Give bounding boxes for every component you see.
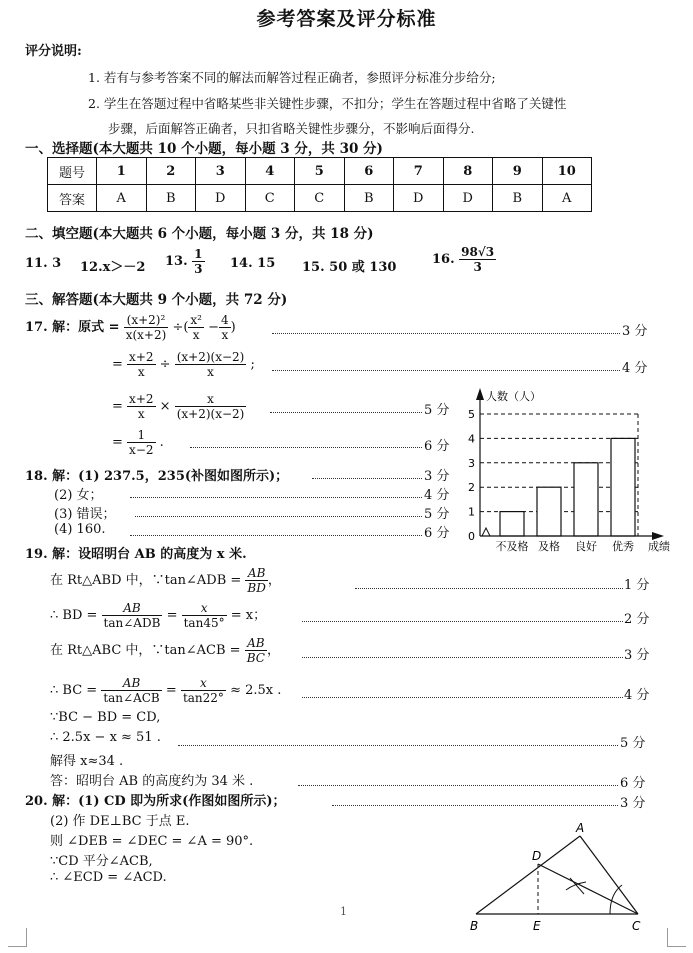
q19-line-5: ∵BC − BD = CD, bbox=[50, 710, 161, 725]
q18-line-4: (4) 160. bbox=[54, 522, 106, 537]
q19-line-0: 19. 解：设昭明台 AB 的高度为 x 米. bbox=[25, 547, 247, 562]
q-number: 7 bbox=[394, 158, 444, 185]
dot-leader bbox=[302, 657, 623, 658]
answer-cell: D bbox=[196, 185, 246, 212]
q20-line-2: (2) 作 DE⊥BC 于点 E. bbox=[50, 814, 190, 829]
label-B: B bbox=[470, 919, 479, 933]
answer-cell: B bbox=[344, 185, 394, 212]
dot-leader bbox=[312, 478, 422, 479]
chart-ylabel: 人数（人） bbox=[486, 390, 541, 403]
answer-cell: C bbox=[295, 185, 345, 212]
answer-cell: C bbox=[245, 185, 295, 212]
q19-score-5: 5 分 bbox=[620, 736, 646, 751]
dot-leader bbox=[130, 535, 422, 536]
category-label: 不及格 bbox=[495, 540, 529, 553]
row-label-q: 题号 bbox=[48, 158, 97, 185]
notes-heading: 评分说明: bbox=[25, 44, 82, 59]
q19-line-8: 答：昭明台 AB 的高度约为 34 米 . bbox=[50, 774, 254, 789]
dot-leader bbox=[298, 785, 618, 786]
q20-line-1: 20. 解：(1) CD 即为所求(作图如图所示)； bbox=[25, 794, 286, 809]
q18-line-1: 18. 解：(1) 237.5，235(补图如图所示)； bbox=[25, 469, 289, 484]
q-number: 9 bbox=[493, 158, 543, 185]
label-D: D bbox=[532, 849, 542, 863]
answer-13: 13. $\frac{1}{3}$ bbox=[165, 247, 203, 276]
dot-leader bbox=[332, 805, 618, 806]
q19-score-4: 4 分 bbox=[624, 688, 650, 703]
q20-line-5: ∴ ∠ECD = ∠ACD. bbox=[50, 870, 167, 885]
q17-line-2: = $\frac{x+2}{x}$ ÷ $\frac{(x+2)(x-2)}{x}$ ; bbox=[112, 350, 255, 379]
answer-14: 14. 15 bbox=[230, 256, 276, 271]
y-tick-label: 1 bbox=[468, 505, 475, 519]
note-item-2a: 2. 学生在答题过程中省略某些非关键性步骤，不扣分；学生在答题过程中省略了关键性 bbox=[88, 96, 567, 111]
page-title: 参考答案及评分标准 bbox=[256, 8, 437, 30]
axis-break bbox=[482, 528, 490, 536]
q17-line-4: = $\frac{1}{x-2}$ . bbox=[112, 428, 164, 457]
answer-16: 16. $\frac{98√3}{3}$ bbox=[432, 245, 495, 274]
q-number: 2 bbox=[146, 158, 196, 185]
dot-leader bbox=[190, 447, 422, 448]
q-number: 5 bbox=[295, 158, 345, 185]
answer-11: 11. 3 bbox=[25, 256, 62, 271]
q17-score-4: 6 分 bbox=[424, 439, 450, 454]
y-tick-label: 4 bbox=[468, 432, 475, 446]
table-row-answers bbox=[48, 185, 592, 212]
q19-score-2: 2 分 bbox=[624, 612, 650, 627]
bar-3 bbox=[574, 463, 598, 536]
q18-score-3: 5 分 bbox=[424, 507, 450, 522]
dot-leader bbox=[135, 516, 422, 517]
q17-score-3: 5 分 bbox=[424, 403, 450, 418]
q17-line-1: 17. 解：原式 = $\frac{\text{(x+2)²}}{x(x+2)}$ ÷( $\frac{\text{x²}}{x}$ − $\frac{4}{x}$ ) bbox=[25, 313, 236, 342]
crop-mark bbox=[8, 928, 27, 947]
x-axis-arrow bbox=[652, 532, 664, 540]
answer-table bbox=[47, 157, 592, 212]
q20-line-4: ∵CD 平分∠ACB, bbox=[50, 854, 153, 869]
dot-leader bbox=[272, 370, 620, 371]
triangle-figure bbox=[462, 820, 658, 936]
label-E: E bbox=[533, 919, 541, 933]
answer-cell: D bbox=[443, 185, 493, 212]
note-item-1: 1. 若有与参考答案不同的解法而解答过程正确者，参照评分标准分步给分; bbox=[88, 70, 496, 85]
dot-leader bbox=[302, 697, 623, 698]
y-tick-label: 0 bbox=[468, 530, 475, 543]
label-A: A bbox=[576, 821, 585, 835]
y-tick-label: 2 bbox=[468, 481, 475, 495]
category-label: 及格 bbox=[538, 540, 560, 553]
q19-line-3: 在 Rt△ABC 中，∵tan∠ACB = $\frac{AB}{BC}$ ， bbox=[50, 636, 280, 665]
dot-leader bbox=[270, 412, 422, 413]
q19-score-1: 1 分 bbox=[624, 578, 650, 593]
dot-leader bbox=[272, 333, 620, 334]
answer-cell: D bbox=[394, 185, 444, 212]
section1-heading: 一、选择题(本大题共 10 个小题，每小题 3 分，共 30 分) bbox=[25, 141, 383, 157]
answer-12: 12.x＞－2 bbox=[80, 260, 146, 275]
q-number: 4 bbox=[245, 158, 295, 185]
category-label: 良好 bbox=[575, 540, 597, 553]
q19-line-2: ∴ BD = $\frac{AB}{\text{tan∠ADB}}$ = $\frac{x}{\tan 45^\circ}$ = x； bbox=[50, 601, 267, 630]
section2-heading: 二、填空题(本大题共 6 个小题，每小题 3 分，共 18 分) bbox=[25, 226, 374, 242]
q19-score-3: 3 分 bbox=[624, 648, 650, 663]
q19-score-6: 6 分 bbox=[620, 776, 646, 791]
chart-xlabel: 成绩 bbox=[648, 540, 670, 553]
y-axis-arrow bbox=[476, 388, 484, 400]
q19-line-4: ∴ BC = $\frac{AB}{\text{tan∠ACB}}$ = $\frac{x}{\tan 22^\circ}$ ≈ 2.5x . bbox=[50, 676, 282, 705]
q19-line-1: 在 Rt△ABD 中，∵tan∠ADB = $\frac{AB}{BD}$ ， bbox=[50, 566, 281, 595]
q-number: 6 bbox=[344, 158, 394, 185]
dot-leader bbox=[302, 621, 623, 622]
bar-chart bbox=[448, 384, 688, 554]
answer-cell: B bbox=[146, 185, 196, 212]
q-number: 3 bbox=[196, 158, 246, 185]
answer-cell: A bbox=[542, 185, 592, 212]
q20-score-1: 3 分 bbox=[620, 796, 646, 811]
q-number: 1 bbox=[97, 158, 147, 185]
q17-score-2: 4 分 bbox=[622, 361, 648, 376]
answer-cell: B bbox=[493, 185, 543, 212]
page-number: 1 bbox=[340, 905, 347, 918]
q18-score-4: 6 分 bbox=[424, 526, 450, 541]
q17-line-3: = $\frac{x+2}{x}$ × $\frac{x}{(x+2)(x-2)}$ bbox=[112, 392, 245, 421]
answer-cell: A bbox=[97, 185, 147, 212]
answer-15: 15. 50 或 130 bbox=[302, 260, 397, 275]
q-number: 8 bbox=[443, 158, 493, 185]
q20-line-3: 则 ∠DEB = ∠DEC = ∠A = 90°. bbox=[50, 834, 254, 849]
q18-score-2: 4 分 bbox=[424, 488, 450, 503]
dot-leader bbox=[130, 497, 422, 498]
q19-line-6: ∴ 2.5x − x ≈ 51 . bbox=[50, 730, 161, 745]
y-tick-label: 3 bbox=[468, 456, 475, 470]
crop-mark bbox=[667, 928, 686, 947]
segment-AC bbox=[580, 836, 638, 914]
label-C: C bbox=[632, 919, 641, 933]
dot-leader bbox=[178, 745, 618, 746]
q-number: 10 bbox=[542, 158, 592, 185]
note-item-2b: 步骤，后面解答正确者，只扣省略关键性步骤分，不影响后面得分. bbox=[108, 121, 475, 136]
y-tick-label: 5 bbox=[468, 408, 475, 421]
q18-score-1: 3 分 bbox=[424, 469, 450, 484]
bar-4 bbox=[611, 438, 635, 536]
bar-2 bbox=[537, 487, 561, 536]
table-row-numbers bbox=[48, 158, 592, 185]
q19-line-7: 解得 x≈34 . bbox=[50, 754, 124, 769]
segment-CD bbox=[538, 864, 638, 914]
segment-BA bbox=[476, 836, 580, 914]
section3-heading: 三、解答题(本大题共 9 个小题，共 72 分) bbox=[25, 292, 288, 308]
q18-line-3: (3) 错误； bbox=[54, 507, 116, 522]
row-label-a: 答案 bbox=[48, 185, 97, 212]
q17-score-1: 3 分 bbox=[622, 324, 648, 339]
dot-leader bbox=[355, 588, 623, 589]
bar-1 bbox=[500, 512, 524, 536]
q18-line-2: (2) 女； bbox=[54, 488, 103, 503]
category-label: 优秀 bbox=[612, 540, 634, 553]
